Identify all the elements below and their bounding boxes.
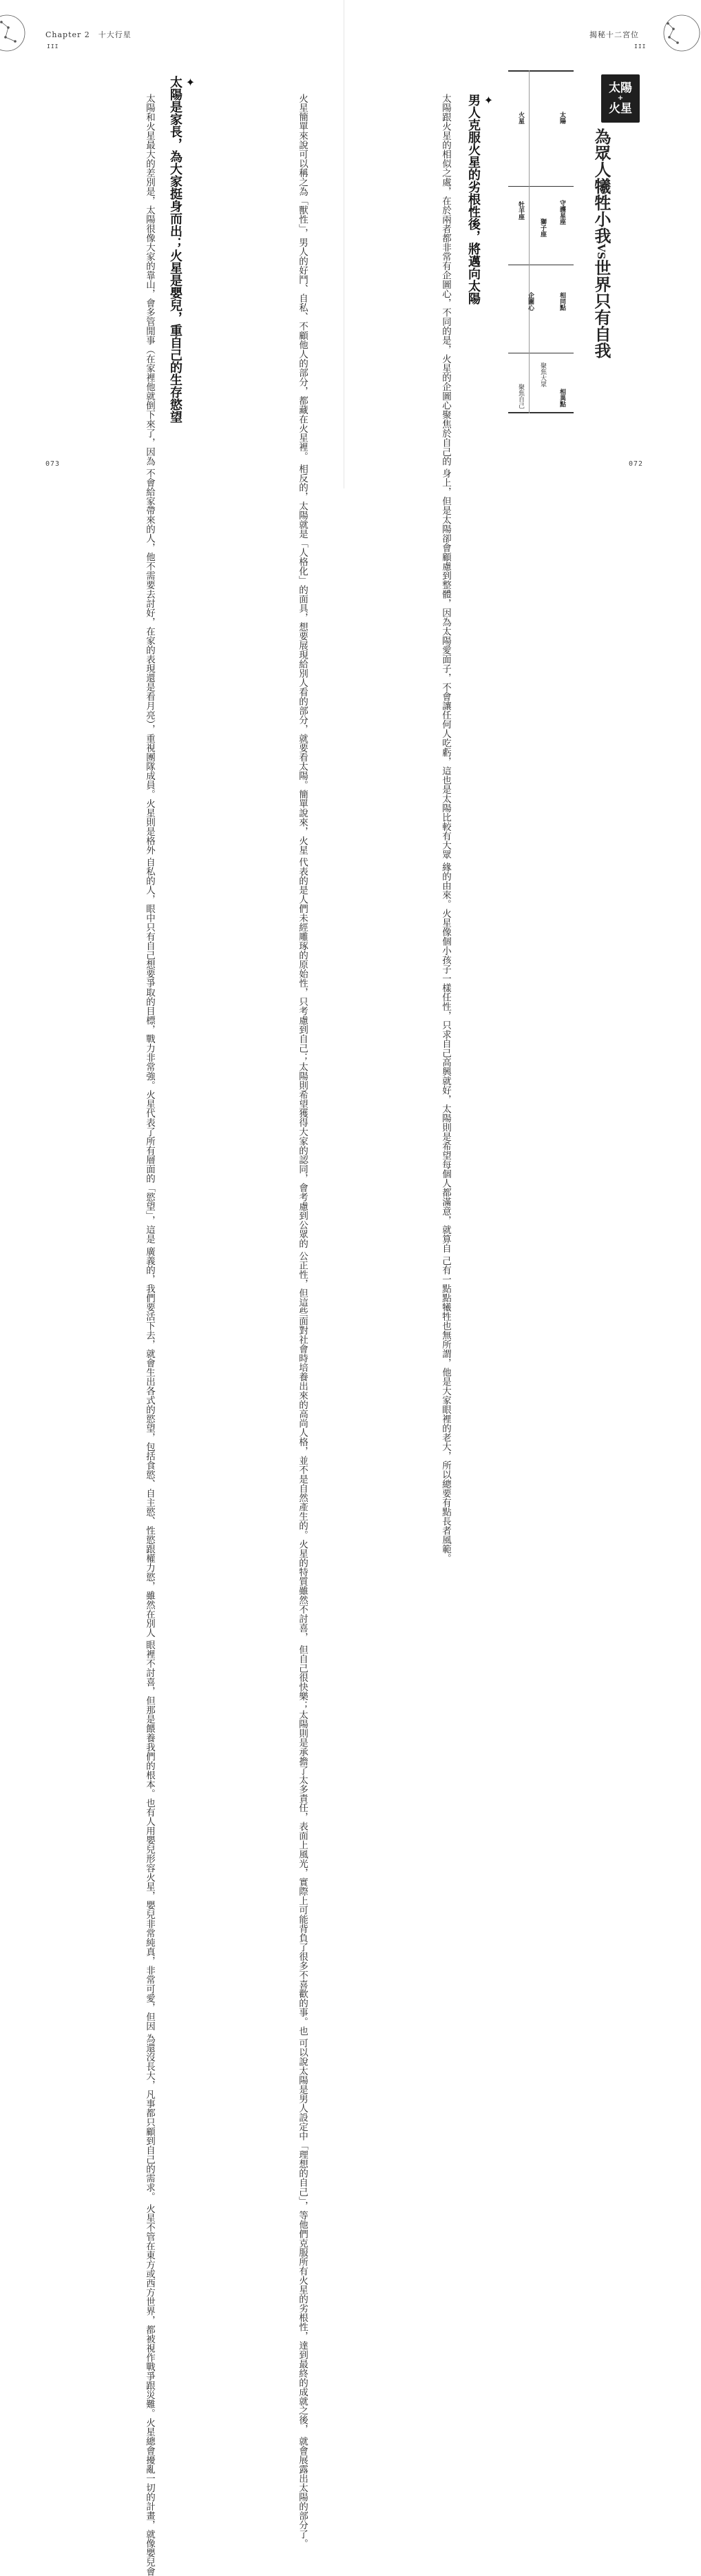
table-header-same: 相同點	[558, 292, 565, 311]
comparison-table	[508, 70, 574, 413]
body-column: 廣義的，我們要活下去，就會生出各式的慾望，包括食慾、自主慾、性慾跟權力慾，雖然在別人	[144, 1246, 155, 1638]
body-column: 緣的由來。火星像個小孩子一樣任性，只求自己高興就好，太陽則是希望每個人都滿意，就算自	[440, 862, 451, 1253]
table-row-planet: 火星	[517, 112, 524, 124]
table-cell-diff: 聚焦自己	[517, 384, 524, 409]
header-mark-left: III	[47, 43, 59, 50]
page-title-vs: VS	[595, 244, 607, 260]
page-title-part2: 世界只有自我	[592, 259, 611, 359]
body-column: 火星不管在東方或西方世界，都被視作戰爭跟災難。火星總會擾亂一切的計畫，就像嬰兒會	[144, 2204, 155, 2576]
right-page-body	[387, 94, 453, 1563]
body-column: 就會展露出太陽的部分了。	[297, 2436, 308, 2548]
star-icon: ✦	[482, 94, 495, 107]
table-header-sign: 守護星座	[558, 200, 565, 225]
table-cell-sign: 獅子座	[539, 218, 546, 237]
page-number-left: 073	[45, 460, 61, 468]
section-heading-left: ✦ 太陽是家長，為大家挺身而出；火星是嬰兒，重自己的生存慾望	[168, 76, 197, 423]
body-column: 太陽跟火星的相似之處，在於兩者都非常有企圖心，不同的是，火星的企圖心聚焦於自己的	[440, 94, 451, 466]
star-icon: ✦	[184, 76, 197, 89]
body-column: 身上，但是太陽卻會顧慮到整體，因為太陽愛面子，不會讓任何人吃虧，這也是太陽比較有大眾	[440, 468, 451, 860]
section-heading-right: ✦ 男人克服火星的劣根性後，將邁向太陽	[466, 94, 495, 305]
body-column: 但自己很快樂；太陽則是承擔了太多責任，表面上風光，實際上可能背負了很多不喜歡的事。也	[297, 1645, 308, 2036]
constellation-icon-right	[662, 14, 701, 52]
header-mark-right: III	[634, 43, 647, 50]
title-box	[601, 74, 640, 123]
page-number-right: 072	[629, 460, 644, 468]
title-box-bottom: 火星	[609, 102, 632, 116]
body-column: 己有一點點犧牲也無所謂，他是大家眼裡的老大，所以總要有點長者風範。	[440, 1255, 451, 1563]
body-column: 代表的是人們未經雕琢的原始性，只考慮到自己；太陽則希望獲得大家的認同，會考慮到公眾的	[297, 857, 308, 1248]
title-box-plus: +	[617, 94, 624, 102]
body-column: 火星簡單來說可以稱之為「獸性」，男人的好鬥、自私、不顧他人的部分，都藏在火星裡。	[297, 94, 308, 462]
body-column: 可以說太陽是男人設定中「理想的自己」，等他們克服所有火星的劣根性，達到最終的成就之後，	[297, 2038, 308, 2434]
body-column: 自私的人，眼中只有自己想要爭取的目標，戰力非常強。火星代表了所有層面的「慾望」，這是	[144, 857, 155, 1244]
body-column: 不會給家帶來的人，他不需要去討好，在家的表現還是看月亮），重視團隊成員。火星則是格外	[144, 468, 155, 855]
body-column: 太陽和火星最大的差別是，太陽很像大家的靠山，會多管閒事（在家裡他就倒下來了，因為	[144, 94, 155, 466]
table-cell-same: 企圖心	[527, 292, 534, 311]
table-row-planet: 太陽	[558, 112, 565, 124]
body-column: 相反的，太陽就是「人格化」的面具，想要展現給別人看的部分，就要看太陽。簡單說來，火星	[297, 464, 308, 855]
table-cell-diff: 聚焦大眾	[539, 362, 546, 387]
body-column: 為還沒長大，凡事都只顧到自己的需求。	[144, 2033, 155, 2201]
constellation-icon-left	[0, 14, 26, 52]
running-header-right: 揭秘十二宮位	[589, 30, 639, 39]
table-header-diff: 相異點	[558, 389, 565, 407]
body-column: 公正性，但這些面對社會時培養出來的高尚人格，並不是自然產生的。火星的特質雖然不討喜，	[297, 1251, 308, 1642]
table-cell-sign: 牡羊座	[517, 201, 524, 220]
title-box-top: 太陽	[609, 81, 632, 95]
page-title-part1: 為眾人犧牲小我	[592, 128, 611, 244]
running-header-left: Chapter 2 十大行星	[45, 30, 132, 39]
left-page-intro	[194, 94, 310, 2548]
body-column: 眼裡不討喜，但那是餵養我們的根本。也有人用嬰兒形容火星，嬰兒非常純真，非常可愛，但因	[144, 1640, 155, 2031]
page-title	[591, 128, 611, 359]
